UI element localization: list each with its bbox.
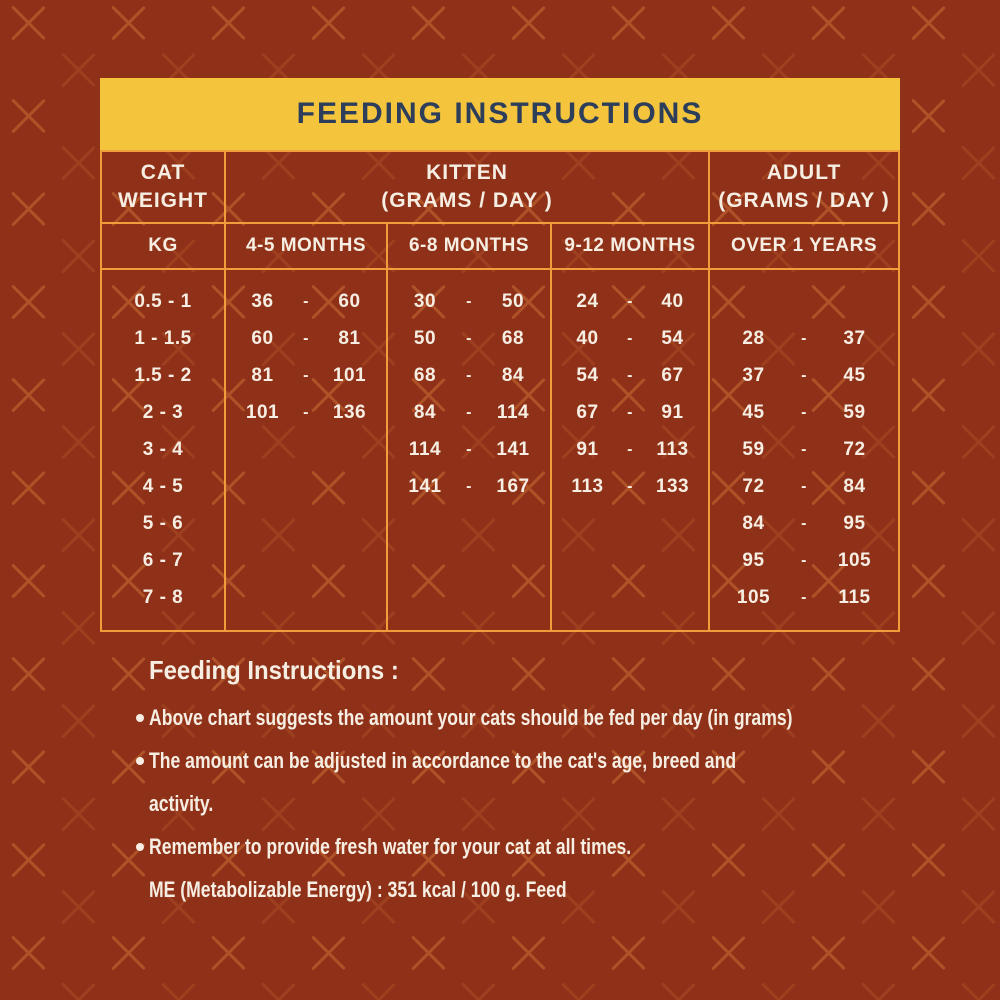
range-min: 37 (742, 364, 765, 386)
range-dash: - (303, 403, 309, 421)
range-values (226, 291, 386, 313)
range-max: 136 (332, 401, 367, 423)
range-cell (552, 394, 708, 431)
range-dash: - (801, 403, 807, 421)
range-max: 81 (338, 327, 361, 349)
range-values (388, 328, 550, 350)
range-min: 91 (576, 438, 599, 460)
range-min: 114 (408, 438, 442, 460)
range-dash: - (801, 477, 807, 495)
range-max: 67 (661, 364, 684, 386)
notes-heading: Feeding Instructions : (149, 655, 399, 685)
range-min: 101 (245, 401, 280, 423)
range-max: 59 (843, 401, 866, 423)
range-values (710, 328, 898, 350)
range-values (710, 439, 898, 461)
notes-section (136, 652, 953, 911)
feeding-table (100, 150, 900, 632)
range-dash: - (303, 292, 309, 310)
header-kitten (224, 152, 708, 222)
empty-cell (226, 468, 386, 505)
range-dash: - (627, 366, 633, 384)
range-dash: - (801, 329, 807, 347)
range-cell (388, 320, 550, 357)
range-max: 101 (332, 364, 367, 386)
range-column (550, 270, 708, 630)
range-cell (552, 468, 708, 505)
range-values (710, 476, 898, 498)
range-values (388, 439, 550, 461)
range-dash: - (466, 477, 472, 495)
range-min: 113 (571, 475, 604, 497)
note-text: activity. (149, 791, 214, 816)
range-dash: - (627, 292, 633, 310)
range-cell (710, 505, 898, 542)
weight-cell: 3 - 4 (142, 438, 184, 460)
weight-cell: 0.5 - 1 (134, 290, 192, 312)
note-bullet (136, 696, 953, 739)
range-cell (388, 394, 550, 431)
range-dash: - (801, 551, 807, 569)
weight-cell: 6 - 7 (142, 549, 184, 571)
range-cell (710, 468, 898, 505)
header-cat-weight: CAT WEIGHT (118, 161, 208, 212)
range-values (552, 328, 708, 350)
range-min: 60 (251, 327, 274, 349)
empty-cell (226, 505, 386, 542)
range-min: 30 (413, 290, 437, 312)
weight-column (102, 270, 224, 630)
empty-cell (226, 579, 386, 616)
range-max: 50 (501, 290, 525, 312)
range-min: 50 (413, 327, 437, 349)
range-dash: - (466, 366, 472, 384)
header-kitten-unit: (GRAMS / DAY ) (381, 189, 553, 212)
table-header-groups (102, 152, 898, 224)
title-banner (100, 78, 900, 150)
range-min: 54 (576, 364, 599, 386)
range-dash: - (303, 366, 309, 384)
range-min: 95 (742, 549, 765, 571)
range-max: 95 (843, 512, 866, 534)
range-cell (226, 283, 386, 320)
range-values (388, 365, 550, 387)
range-cell (552, 431, 708, 468)
note-bullet (136, 825, 953, 868)
me-line: ME (Metabolizable Energy) : 351 kcal / 100 g. Feed (149, 877, 567, 902)
empty-cell (552, 542, 708, 579)
range-values (552, 365, 708, 387)
weight-cell: 4 - 5 (142, 475, 184, 497)
range-cell (388, 431, 550, 468)
range-max: 84 (843, 475, 866, 497)
range-max: 54 (661, 327, 684, 349)
range-min: 59 (742, 438, 765, 460)
header-over-1-years: OVER 1 YEARS (708, 224, 898, 268)
empty-cell (710, 283, 898, 320)
range-dash: - (466, 329, 472, 347)
page-title: FEEDING INSTRUCTIONS (296, 97, 704, 130)
weight-cell: 1 - 1.5 (134, 327, 192, 349)
range-max: 133 (655, 475, 690, 497)
range-values (710, 587, 898, 609)
header-4-5-months: 4-5 MONTHS (224, 224, 386, 268)
range-values (552, 476, 708, 498)
range-values (226, 402, 386, 424)
range-min: 84 (413, 401, 437, 423)
note-bullet-continuation (136, 782, 953, 825)
range-min: 81 (251, 364, 274, 386)
range-values (388, 476, 550, 498)
range-min: 72 (742, 475, 765, 497)
weight-cell: 5 - 6 (142, 512, 184, 534)
range-max: 37 (843, 327, 866, 349)
range-cell (226, 320, 386, 357)
range-cell (552, 357, 708, 394)
range-cell (710, 320, 898, 357)
range-cell (226, 357, 386, 394)
range-max: 91 (661, 401, 684, 423)
range-dash: - (801, 366, 807, 384)
table-body (102, 270, 898, 630)
note-bullet (136, 739, 953, 782)
range-max: 114 (496, 401, 530, 423)
range-cell (552, 320, 708, 357)
weight-cell: 1.5 - 2 (134, 364, 192, 386)
weight-cell: 2 - 3 (142, 401, 184, 423)
range-cell (388, 283, 550, 320)
range-max: 60 (338, 290, 361, 312)
range-dash: - (627, 440, 633, 458)
range-min: 105 (736, 586, 771, 608)
range-dash: - (801, 588, 807, 606)
range-max: 105 (837, 549, 872, 571)
header-adult (708, 152, 898, 222)
header-adult-title: ADULT (766, 161, 842, 185)
range-min: 45 (742, 401, 765, 423)
range-column (386, 270, 550, 630)
range-cell (388, 468, 550, 505)
header-9-12-months: 9-12 MONTHS (550, 224, 708, 268)
range-values (226, 328, 386, 350)
range-dash: - (466, 403, 472, 421)
range-max: 115 (838, 586, 871, 608)
range-max: 167 (496, 475, 530, 497)
range-dash: - (466, 292, 472, 310)
empty-cell (552, 579, 708, 616)
range-dash: - (627, 329, 633, 347)
range-dash: - (303, 329, 309, 347)
range-values (552, 291, 708, 313)
header-kg: KG (148, 235, 178, 257)
range-values (710, 550, 898, 572)
range-values (710, 365, 898, 387)
range-values (226, 365, 386, 387)
range-max: 141 (496, 438, 530, 460)
range-dash: - (801, 440, 807, 458)
range-max: 40 (661, 290, 684, 312)
header-6-8-months: 6-8 MONTHS (386, 224, 550, 268)
range-values (552, 439, 708, 461)
range-cell (388, 357, 550, 394)
range-min: 36 (251, 290, 274, 312)
range-cell (710, 579, 898, 616)
range-cell (710, 394, 898, 431)
note-text: Above chart suggests the amount your cats should be fed per day (in grams) (149, 705, 793, 730)
range-cell (710, 431, 898, 468)
empty-cell (226, 431, 386, 468)
note-text: The amount can be adjusted in accordance to the cat's age, breed and (149, 748, 737, 773)
weight-cell: 7 - 8 (142, 586, 184, 608)
notes-heading-row (136, 652, 953, 688)
range-min: 84 (742, 512, 765, 534)
range-max: 113 (656, 438, 689, 460)
range-max: 45 (843, 364, 866, 386)
range-min: 68 (413, 364, 437, 386)
range-values (388, 402, 550, 424)
range-values (552, 402, 708, 424)
range-column (224, 270, 386, 630)
me-line-row (136, 868, 953, 911)
empty-cell (388, 542, 550, 579)
range-min: 40 (576, 327, 599, 349)
header-adult-unit: (GRAMS / DAY ) (718, 189, 890, 212)
range-cell (552, 283, 708, 320)
range-cell (710, 357, 898, 394)
range-values (710, 402, 898, 424)
range-min: 28 (742, 327, 765, 349)
range-min: 141 (408, 475, 442, 497)
range-max: 72 (843, 438, 866, 460)
range-values (710, 513, 898, 535)
empty-cell (388, 505, 550, 542)
range-values (388, 291, 550, 313)
range-cell (226, 394, 386, 431)
range-max: 84 (501, 364, 525, 386)
empty-cell (226, 542, 386, 579)
empty-cell (388, 579, 550, 616)
range-dash: - (627, 477, 633, 495)
header-kitten-title: KITTEN (426, 161, 508, 185)
range-dash: - (627, 403, 633, 421)
note-text: Remember to provide fresh water for your cat at all times. (149, 834, 632, 859)
range-cell (710, 542, 898, 579)
range-dash: - (801, 514, 807, 532)
range-min: 67 (576, 401, 599, 423)
range-min: 24 (576, 290, 599, 312)
notes-bullet-list (136, 696, 953, 868)
table-header-columns (102, 224, 898, 270)
range-max: 68 (501, 327, 525, 349)
range-column (708, 270, 898, 630)
empty-cell (552, 505, 708, 542)
range-dash: - (466, 440, 472, 458)
